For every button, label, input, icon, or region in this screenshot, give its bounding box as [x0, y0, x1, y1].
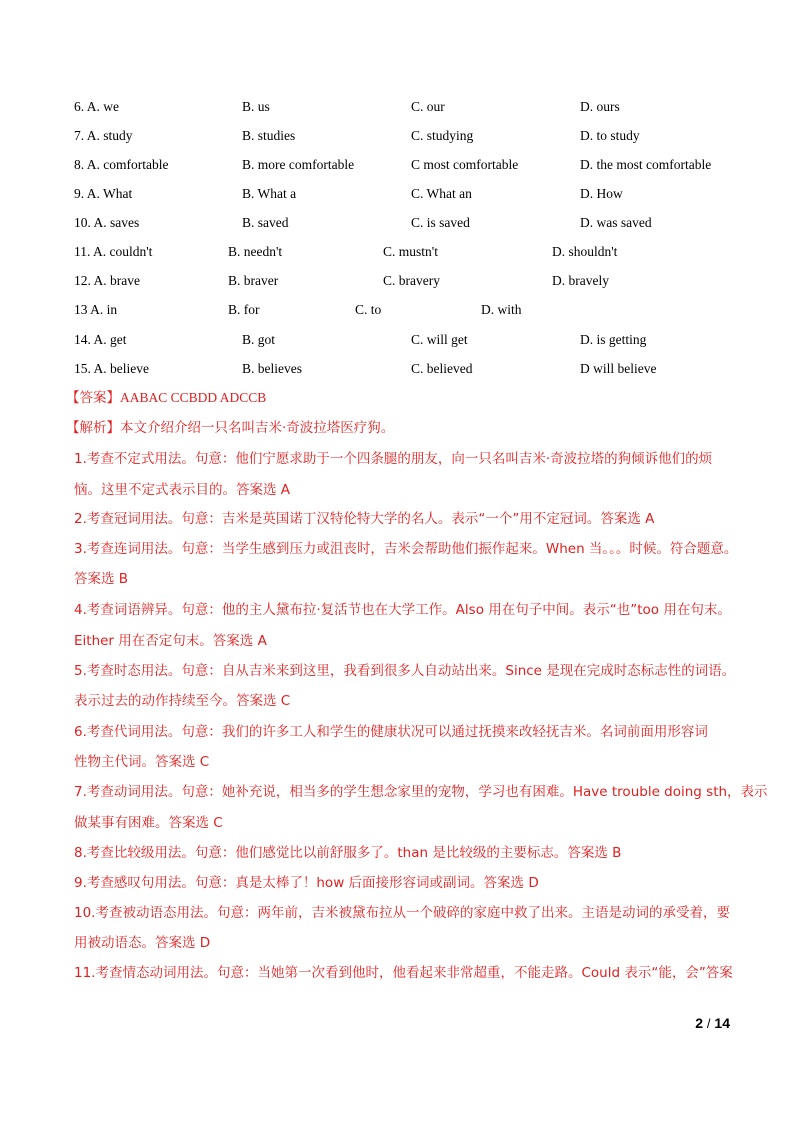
explanation-line: 5.考查时态用法。句意：自从吉米来到这里，我看到很多人自动站出来。Since 是现在完成时态标志性的词语。	[74, 663, 736, 679]
option-a: 10. A. saves	[74, 215, 140, 230]
option-c: C. studying	[411, 128, 474, 143]
answer-line	[66, 388, 756, 408]
option-c: C. believed	[411, 361, 473, 376]
option-d: D. ours	[580, 99, 620, 114]
question-row-9	[0, 184, 800, 204]
explanation-line: 8.考查比较级用法。句意：他们感觉比以前舒服多了。than 是比较级的主要标志。答案选 B	[74, 845, 622, 861]
explanation-line: 6.考查代词用法。句意：我们的许多工人和学生的健康状况可以通过抚摸来改轻抚吉米。名词前面用形容词	[74, 724, 708, 740]
question-row-11	[0, 242, 800, 262]
option-d: D. shouldn't	[552, 244, 618, 259]
option-c: C. is saved	[411, 215, 470, 230]
option-a: 15. A. believe	[74, 361, 149, 376]
option-a: 9. A. What	[74, 186, 133, 201]
option-d: D. bravely	[552, 273, 609, 288]
explanation-line: 用被动语态。答案选 D	[74, 935, 211, 951]
option-b: B. braver	[228, 273, 279, 288]
explanation-line: 3.考查连词用法。句意：当学生感到压力或沮丧时，吉米会帮助他们振作起来。When 当。。。时候。符合题意。	[74, 541, 738, 557]
option-c: C. What an	[411, 186, 472, 201]
analysis-line	[66, 418, 756, 438]
option-c: C. our	[411, 99, 445, 114]
explanation-line: 性物主代词。答案选 C	[74, 754, 210, 770]
explanation-line: 10.考查被动语态用法。句意：两年前，吉米被黛布拉从一个破碎的家庭中救了出来。主语是动词的承受着，要	[74, 905, 730, 921]
explanation-line: 答案选 B	[74, 571, 129, 587]
option-d: D. How	[580, 186, 623, 201]
option-c: C. to	[355, 302, 382, 317]
option-a: 12. A. brave	[74, 273, 140, 288]
option-d: D. to study	[580, 128, 640, 143]
option-c: C. bravery	[383, 273, 440, 288]
option-c: C most comfortable	[411, 157, 519, 172]
option-a: 14. A. get	[74, 332, 127, 347]
option-d: D. is getting	[580, 332, 647, 347]
question-row-8	[0, 155, 800, 175]
analysis-text: 本文介绍介绍一只名叫吉米·奇波拉塔医疗狗。	[120, 420, 395, 436]
analysis-label: 【解析】	[66, 420, 120, 436]
question-row-14	[0, 330, 800, 350]
option-a: 7. A. study	[74, 128, 133, 143]
explanation-line: 表示过去的动作持续至今。答案选 C	[74, 693, 291, 709]
page-number	[695, 1015, 730, 1031]
option-d: D. was saved	[580, 215, 652, 230]
explanation-line: 恼。这里不定式表示目的。答案选 A	[74, 482, 291, 498]
option-a: 6. A. we	[74, 99, 119, 114]
question-row-7	[0, 126, 800, 146]
page-current: 2	[695, 1015, 704, 1031]
question-row-12	[0, 271, 800, 291]
option-d: D will believe	[580, 361, 657, 376]
explanation-line: 7.考查动词用法。句意：她补充说，相当多的学生想念家里的宠物，学习也有困难。Have trouble doing sth，表示	[74, 784, 768, 800]
explanation-line: Either 用在否定句末。答案选 A	[74, 633, 267, 649]
option-d: D. with	[481, 302, 522, 317]
option-b: B. saved	[242, 215, 289, 230]
option-b: B. believes	[242, 361, 302, 376]
option-a: 8. A. comfortable	[74, 157, 169, 172]
option-a: 11. A. couldn't	[74, 244, 153, 259]
answer-text: AABAC CCBDD ADCCB	[120, 390, 267, 405]
page-separator: /	[706, 1016, 711, 1031]
option-c: C. will get	[411, 332, 468, 347]
option-c: C. mustn't	[383, 244, 438, 259]
answer-label: 【答案】	[66, 390, 120, 406]
option-a: 13 A. in	[74, 302, 118, 317]
explanation-line: 4.考查词语辨异。句意：他的主人黛布拉·复活节也在大学工作。Also 用在句子中间。表示“也”too 用在句末。	[74, 602, 731, 618]
explanation-line: 1.考查不定式用法。句意：他们宁愿求助于一个四条腿的朋友，向一只名叫吉米·奇波拉塔的狗倾诉他们的烦	[74, 451, 713, 467]
question-row-15	[0, 359, 800, 379]
question-row-10	[0, 213, 800, 233]
option-b: B. us	[242, 99, 270, 114]
option-b: B. more comfortable	[242, 157, 355, 172]
explanation-line: 做某事有困难。答案选 C	[74, 815, 223, 831]
option-b: B. studies	[242, 128, 296, 143]
explanation-line: 9.考查感叹句用法。句意：真是太棒了！how 后面接形容词或副词。答案选 D	[74, 875, 539, 891]
option-b: B. for	[228, 302, 260, 317]
page-total: 14	[714, 1015, 730, 1031]
explanation-line: 2.考查冠词用法。句意：吉米是英国诺丁汉特伦特大学的名人。表示“一个”用不定冠词。答案选 A	[74, 511, 655, 527]
option-b: B. needn't	[228, 244, 283, 259]
explanation-line: 11.考查情态动词用法。句意：当她第一次看到他时，他看起来非常超重，不能走路。Could 表示“能，会”答案	[74, 965, 733, 981]
option-d: D. the most comfortable	[580, 157, 712, 172]
question-row-13	[0, 300, 800, 320]
option-b: B. What a	[242, 186, 297, 201]
option-b: B. got	[242, 332, 276, 347]
question-row-6	[0, 97, 800, 117]
